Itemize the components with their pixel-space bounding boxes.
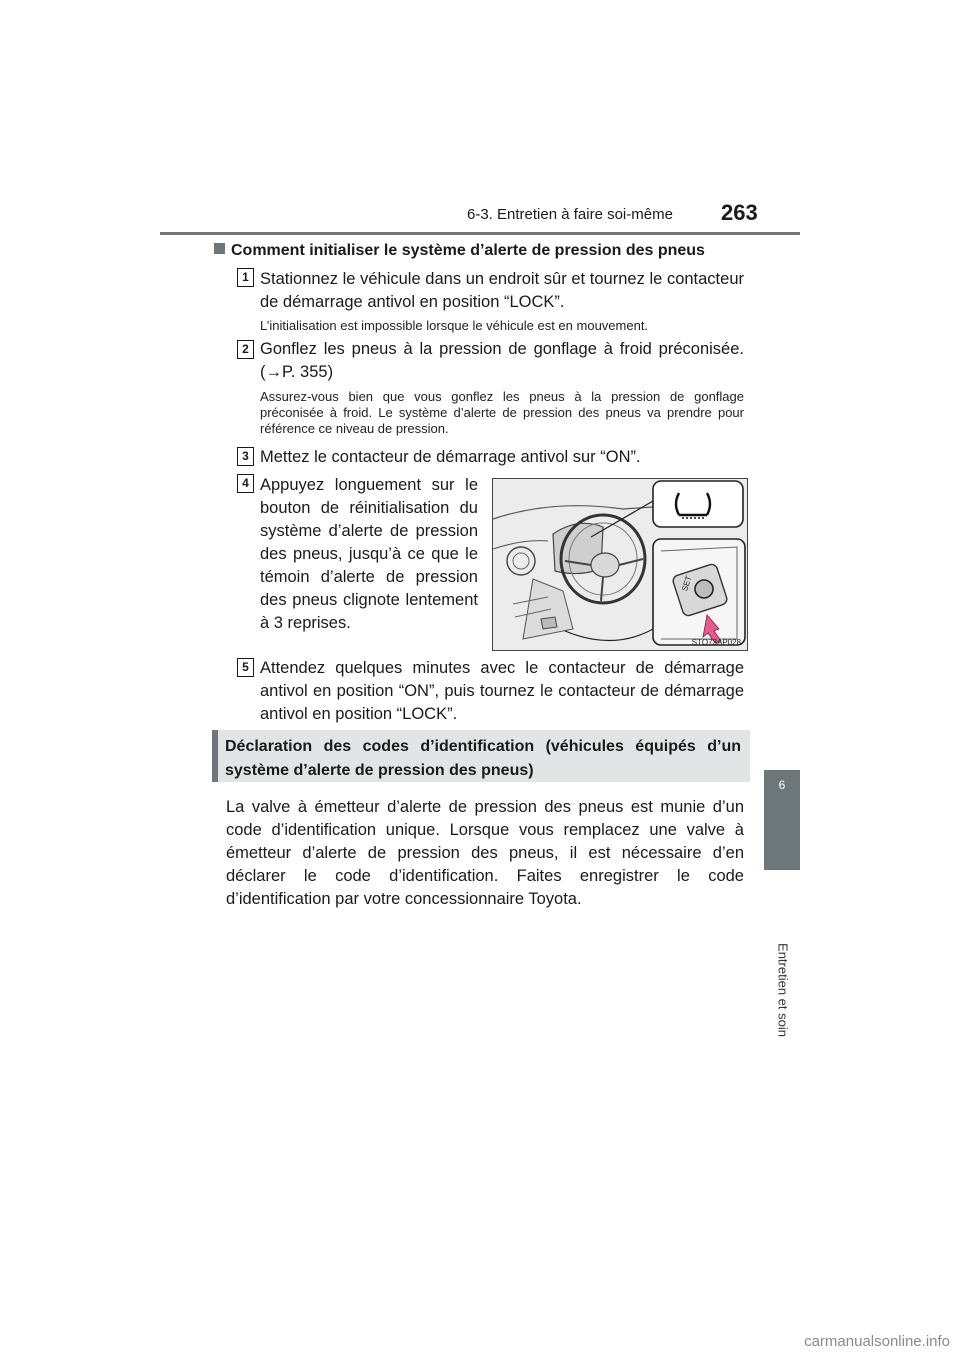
step-badge-3: 3 (237, 447, 254, 466)
section-heading-text: Comment initialiser le système d’alerte de pression des pneus (231, 242, 705, 259)
header-rule (160, 232, 800, 235)
figure-code: STO73AP028 (691, 638, 741, 647)
step-badge-1: 1 (237, 268, 254, 287)
square-bullet-icon (214, 243, 225, 254)
step-badge-2: 2 (237, 340, 254, 359)
step-5-text: Attendez quelques minutes avec le contacteur de démarrage antivol en position “ON”, puis tournez le contacteur de démarrage antivol en position “LOCK”. (260, 659, 744, 723)
section-banner-title: Déclaration des codes d’identification (véhicules équipés d’un système d’alerte de pression des pneus) (225, 738, 741, 779)
step-badge-4: 4 (237, 474, 254, 493)
dashboard-figure (492, 478, 748, 651)
step-4-text: Appuyez longuement sur le bouton de réinitialisation du système d’alerte de pression des pneus, jusqu’à ce que le témoin d’alerte de pression des pneus clignote lentement à 3 reprises. (260, 476, 478, 632)
set-button-label: SET (680, 574, 694, 593)
step-2-text: Gonflez les pneus à la pression de gonflage à froid préconisée. (→P. 355) (260, 340, 744, 381)
step-1-text: Stationnez le véhicule dans un endroit sûr et tournez le contacteur de démarrage antivol en position “LOCK”. (260, 270, 744, 311)
dashboard-illustration (493, 479, 748, 651)
warning-symbol-label (679, 491, 709, 492)
step-2-note: Assurez-vous bien que vous gonflez les pneus à la pression de gonflage préconisée à froid. Le système d’alerte de pression des pneus va prendre pour référence ce niveau de pression. (260, 389, 744, 436)
body-paragraph: La valve à émetteur d’alerte de pression des pneus est munie d’un code d’identification unique. Lorsque vous remplacez une valve à émetteur d’alerte de pression des pneus, il est nécessaire d’en déclarer le code d’identification. Faites enregistrer le code d’identification par votre concessionnaire Toyota. (226, 798, 744, 908)
header-section-title: 6-3. Entretien à faire soi-même (467, 206, 673, 223)
step-1-note: L’initialisation est impossible lorsque le véhicule est en mouvement. (260, 318, 649, 333)
step-3-text: Mettez le contacteur de démarrage antivol sur “ON”. (260, 448, 641, 466)
section-banner-bar (212, 730, 218, 782)
chapter-number: 6 (778, 778, 786, 792)
watermark: carmanualsonline.info (804, 1333, 950, 1350)
page-number: 263 (721, 200, 758, 225)
section-heading (214, 242, 754, 260)
step-badge-5: 5 (237, 658, 254, 677)
